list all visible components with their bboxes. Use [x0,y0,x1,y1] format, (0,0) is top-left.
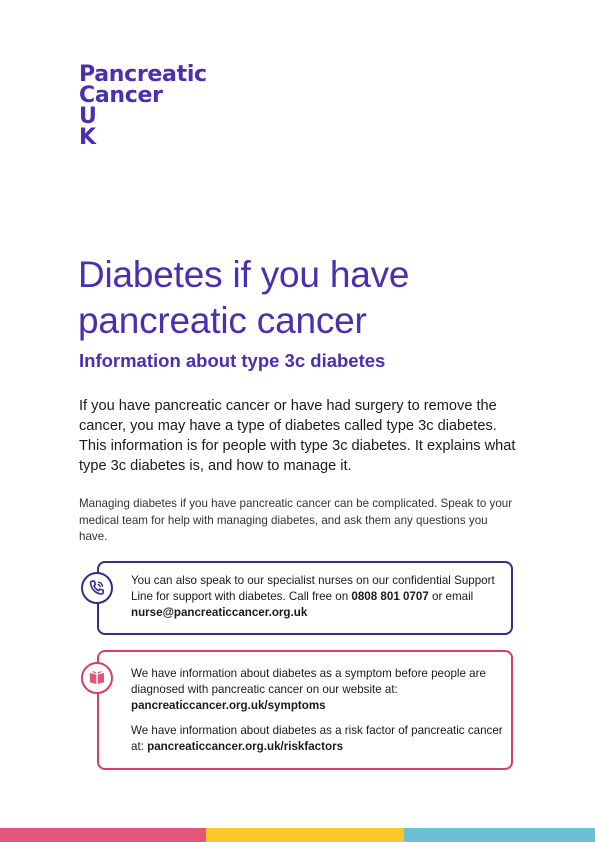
phone-icon [81,572,113,604]
title-line-1: Diabetes if you have [78,254,410,295]
footer-bar-teal [404,828,595,842]
symptoms-text: We have information about diabetes as a symptom before people are diagnosed with pancreatic cancer on our website at: [131,667,486,696]
logo-line: Pancreatic [79,62,207,87]
support-line-text [131,573,511,621]
title-line-2: pancreatic cancer [78,300,367,341]
riskfactors-link[interactable]: pancreaticcancer.org.uk/riskfactors [147,740,344,753]
logo-line: U [79,104,97,129]
logo-line: K [79,125,96,150]
nurse-email-link[interactable]: nurse@pancreaticcancer.org.uk [131,606,308,619]
support-text: You can also speak to our specialist nurses on our confidential Support Line for support with diabetes. Call free on [131,574,495,603]
intro-paragraph: If you have pancreatic cancer or have had surgery to remove the cancer, you may have a type of diabetes called type 3c diabetes. This information is for people with type 3c diabetes. It explains what type 3c diabetes is, and how to manage it. [79,398,516,474]
logo [79,64,207,148]
riskfactors-text: We have information about diabetes as a risk factor of pancreatic cancer at: [131,724,503,753]
note-paragraph: Managing diabetes if you have pancreatic cancer can be complicated. Speak to your medical team for help with managing diabetes, and ask them any questions you have. [79,497,513,543]
riskfactors-info-text [131,723,511,755]
book-icon [81,662,113,694]
phone-number[interactable]: 0808 801 0707 [351,590,429,603]
page-subtitle: Information about type 3c diabetes [79,350,386,371]
logo-line: Cancer [79,83,163,108]
symptoms-link[interactable]: pancreaticcancer.org.uk/symptoms [131,699,326,712]
footer-bar-yellow [206,828,404,842]
page-title [78,252,409,344]
support-line-box [97,561,513,635]
diabetes-info-box [97,650,513,770]
symptoms-info-text [131,666,511,714]
footer-bar-pink [0,828,206,842]
support-text-middle: or email [428,590,474,603]
